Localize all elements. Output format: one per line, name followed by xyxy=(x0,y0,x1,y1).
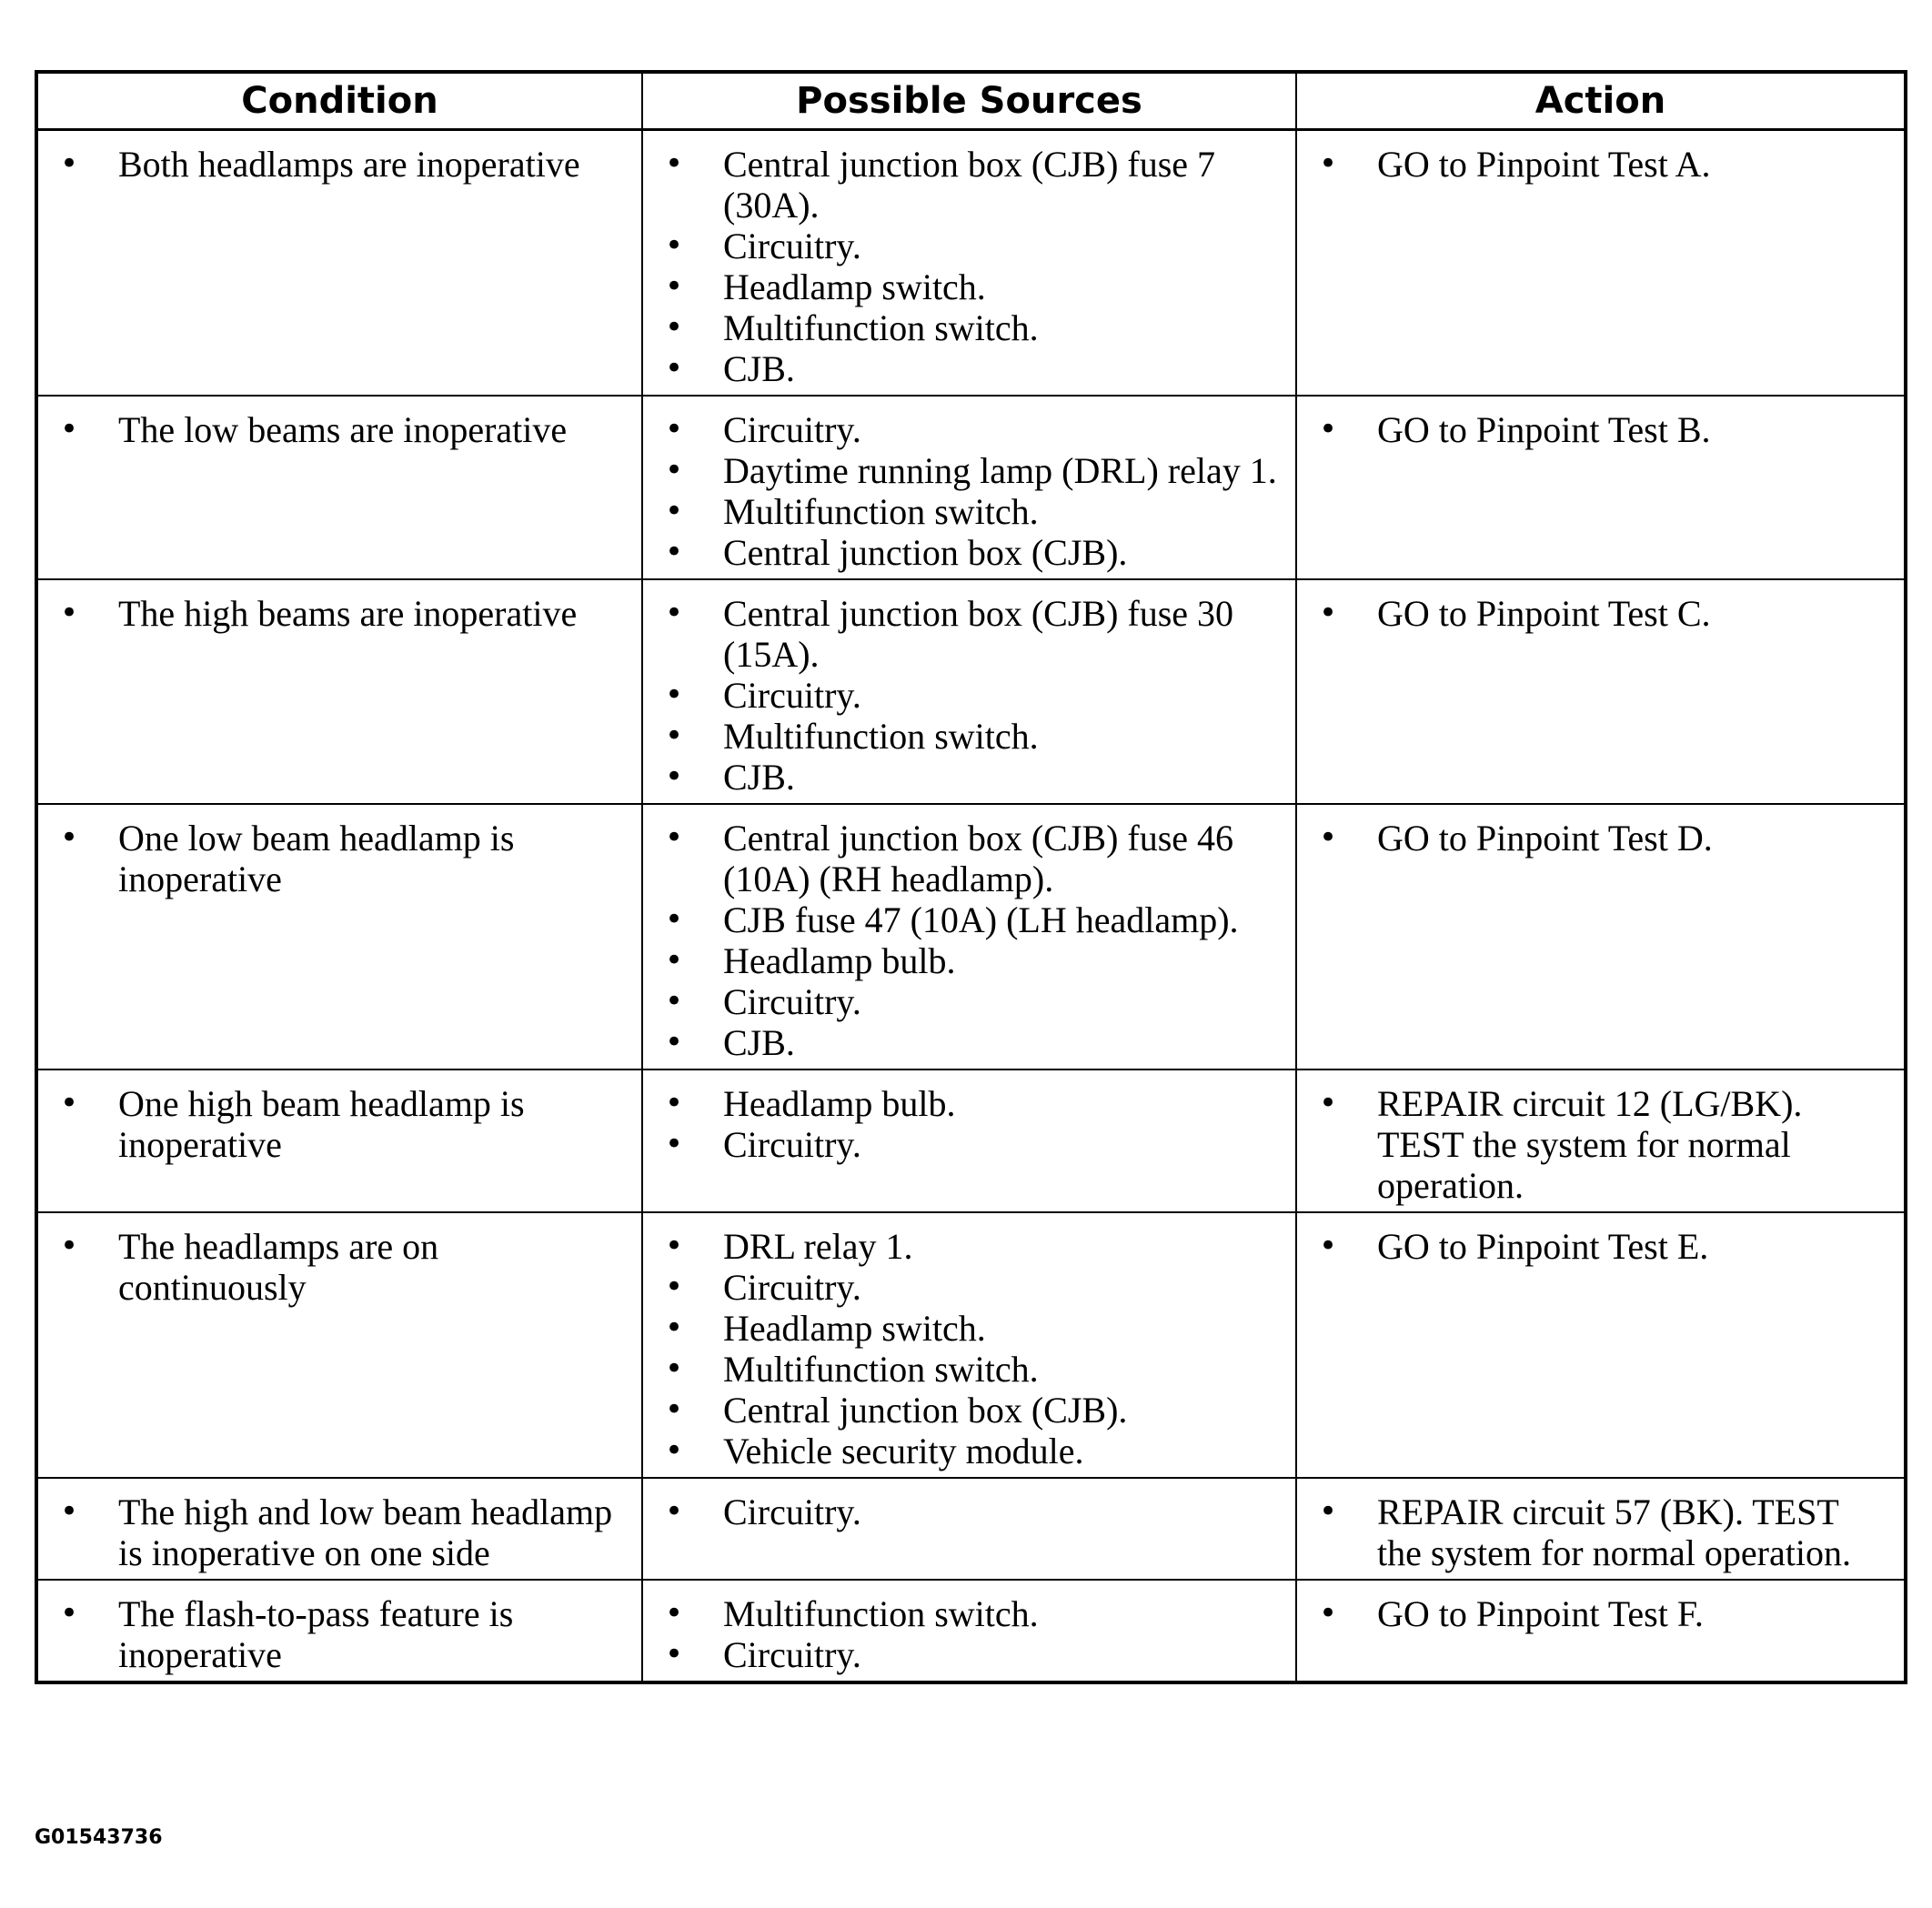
condition-cell xyxy=(36,396,642,579)
source-item: • Headlamp bulb. xyxy=(656,1083,1283,1124)
source-item: • Circuitry. xyxy=(656,1634,1283,1675)
source-item: • Headlamp switch. xyxy=(656,1308,1283,1349)
table-row xyxy=(36,1069,1906,1212)
sources-cell xyxy=(642,1069,1296,1212)
source-item: • Circuitry. xyxy=(656,1267,1283,1308)
header-possible-sources: Possible Sources xyxy=(642,72,1296,130)
source-item: • Multifunction switch. xyxy=(656,491,1283,532)
condition-cell xyxy=(36,1478,642,1580)
condition-text: • The flash-to-pass feature is inoperative xyxy=(51,1593,629,1675)
sources-cell xyxy=(642,579,1296,804)
source-item: • Circuitry. xyxy=(656,1124,1283,1165)
source-item: • Central junction box (CJB). xyxy=(656,1390,1283,1431)
header-condition: Condition xyxy=(36,72,642,130)
sources-cell xyxy=(642,1580,1296,1682)
source-item: • Circuitry. xyxy=(656,409,1283,450)
action-text: • GO to Pinpoint Test C. xyxy=(1310,593,1891,634)
source-item: • Circuitry. xyxy=(656,1491,1283,1532)
source-item: • Multifunction switch. xyxy=(656,1349,1283,1390)
condition-text: • The high beams are inoperative xyxy=(51,593,629,634)
source-item: • Multifunction switch. xyxy=(656,1593,1283,1634)
condition-cell xyxy=(36,579,642,804)
sources-cell xyxy=(642,1212,1296,1478)
action-text: • GO to Pinpoint Test D. xyxy=(1310,818,1891,859)
condition-text: • The low beams are inoperative xyxy=(51,409,629,450)
symptom-chart-table xyxy=(35,70,1907,1684)
table-row xyxy=(36,579,1906,804)
source-item: • Multifunction switch. xyxy=(656,716,1283,757)
condition-cell xyxy=(36,804,642,1069)
action-cell xyxy=(1296,130,1906,397)
action-cell xyxy=(1296,804,1906,1069)
source-item: • CJB. xyxy=(656,757,1283,798)
source-item: • Headlamp bulb. xyxy=(656,940,1283,981)
source-item: • Central junction box (CJB) fuse 30 (15A). xyxy=(656,593,1283,675)
condition-cell xyxy=(36,1212,642,1478)
condition-cell xyxy=(36,130,642,397)
sources-cell xyxy=(642,396,1296,579)
source-item: • Daytime running lamp (DRL) relay 1. xyxy=(656,450,1283,491)
action-text: • GO to Pinpoint Test B. xyxy=(1310,409,1891,450)
action-cell xyxy=(1296,1478,1906,1580)
table-row xyxy=(36,804,1906,1069)
source-item: • CJB. xyxy=(656,1022,1283,1063)
source-item: • CJB. xyxy=(656,348,1283,389)
source-item: • Multifunction switch. xyxy=(656,307,1283,348)
condition-text: • Both headlamps are inoperative xyxy=(51,144,629,185)
condition-text: • One high beam headlamp is inoperative xyxy=(51,1083,629,1165)
action-cell xyxy=(1296,1069,1906,1212)
action-cell xyxy=(1296,396,1906,579)
source-item: • Central junction box (CJB). xyxy=(656,532,1283,573)
action-text: • GO to Pinpoint Test E. xyxy=(1310,1226,1891,1267)
sources-cell xyxy=(642,804,1296,1069)
source-item: • DRL relay 1. xyxy=(656,1226,1283,1267)
table-row xyxy=(36,130,1906,397)
condition-cell xyxy=(36,1069,642,1212)
source-item: • Circuitry. xyxy=(656,675,1283,716)
source-item: • Central junction box (CJB) fuse 7 (30A). xyxy=(656,144,1283,226)
condition-text: • The headlamps are on continuously xyxy=(51,1226,629,1308)
source-item: • CJB fuse 47 (10A) (LH headlamp). xyxy=(656,899,1283,940)
table-row xyxy=(36,1478,1906,1580)
action-text: • GO to Pinpoint Test A. xyxy=(1310,144,1891,185)
source-item: • Central junction box (CJB) fuse 46 (10A) (RH headlamp). xyxy=(656,818,1283,899)
condition-text: • One low beam headlamp is inoperative xyxy=(51,818,629,899)
table-row xyxy=(36,1580,1906,1682)
source-item: • Headlamp switch. xyxy=(656,266,1283,307)
action-cell xyxy=(1296,579,1906,804)
source-item: • Vehicle security module. xyxy=(656,1431,1283,1471)
action-cell xyxy=(1296,1580,1906,1682)
condition-text: • The high and low beam headlamp is inoperative on one side xyxy=(51,1491,629,1573)
table-header-row xyxy=(36,72,1906,130)
condition-cell xyxy=(36,1580,642,1682)
source-item: • Circuitry. xyxy=(656,226,1283,266)
table-row xyxy=(36,1212,1906,1478)
sources-cell xyxy=(642,1478,1296,1580)
sources-cell xyxy=(642,130,1296,397)
source-item: • Circuitry. xyxy=(656,981,1283,1022)
action-text: • REPAIR circuit 57 (BK). TEST the system for normal operation. xyxy=(1310,1491,1891,1573)
action-text: • REPAIR circuit 12 (LG/BK). TEST the system for normal operation. xyxy=(1310,1083,1891,1206)
action-text: • GO to Pinpoint Test F. xyxy=(1310,1593,1891,1634)
table-row xyxy=(36,396,1906,579)
header-action: Action xyxy=(1296,72,1906,130)
action-cell xyxy=(1296,1212,1906,1478)
figure-code: G01543736 xyxy=(35,1826,163,1849)
